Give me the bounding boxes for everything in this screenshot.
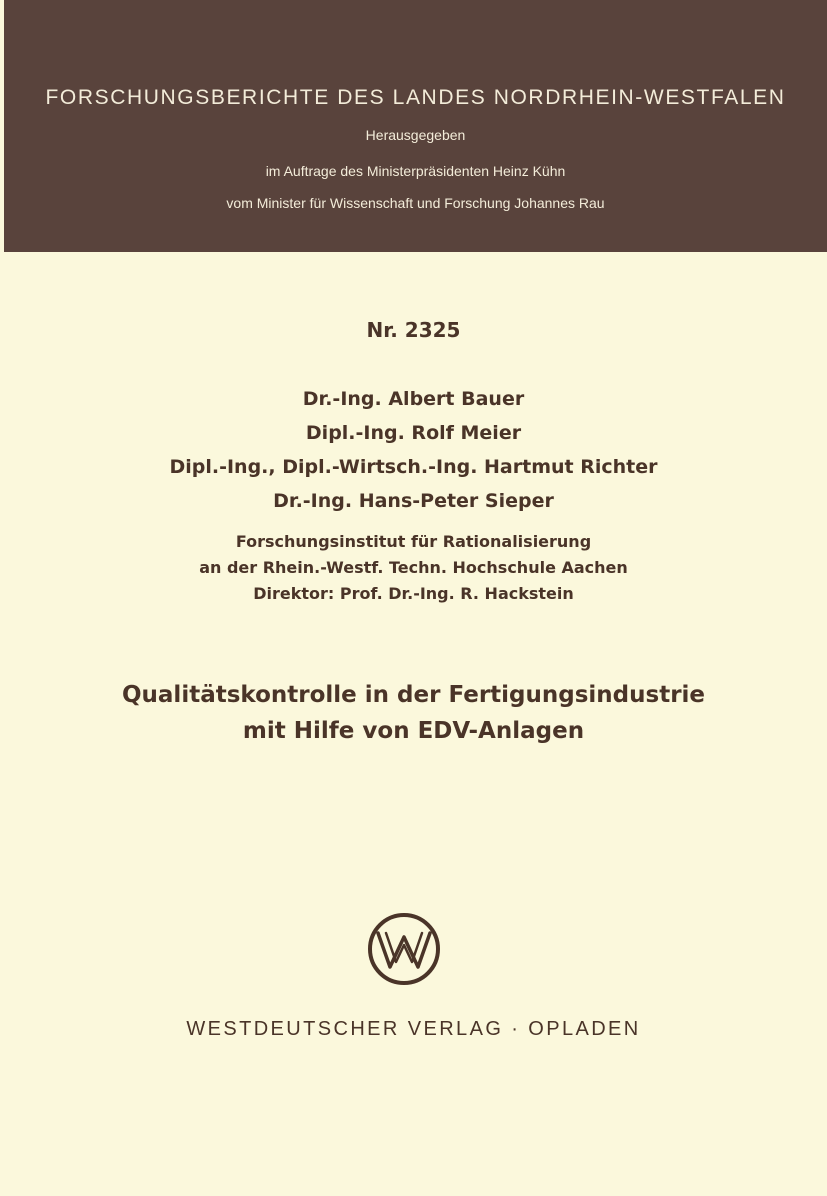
header-line-editor: Herausgegeben [365,127,466,143]
report-number: Nr. 2325 [366,318,461,342]
author-2: Dipl.-Ing. Rolf Meier [305,422,522,444]
author-4: Dr.-Ing. Hans-Peter Sieper [273,490,554,512]
series-title: FORSCHUNGSBERICHTE DES LANDES NORDRHEIN-WESTFALEN [45,86,786,109]
institute-affiliation: an der Rhein.-Westf. Techn. Hochschule Aachen [199,558,628,577]
institute-director: Direktor: Prof. Dr.-Ing. R. Hackstein [253,584,574,603]
author-1: Dr.-Ing. Albert Bauer [302,388,525,410]
series-header [4,0,827,252]
author-3: Dipl.-Ing., Dipl.-Wirtsch.-Ing. Hartmut Richter [169,456,658,478]
header-line-commission: im Auftrage des Ministerpräsidenten Heinz Kühn [265,163,566,179]
header-line-minister: vom Minister für Wissenschaft und Forschung Johannes Rau [226,195,605,211]
book-title-line-1: Qualitätskontrolle in der Fertigungsindustrie [121,682,706,708]
book-title-line-2: mit Hilfe von EDV-Anlagen [242,718,585,744]
publisher-name: WESTDEUTSCHER VERLAG · OPLADEN [186,1018,641,1040]
institute-name: Forschungsinstitut für Rationalisierung [235,532,592,551]
westdeutscher-verlag-ww-logo-icon [367,912,441,986]
